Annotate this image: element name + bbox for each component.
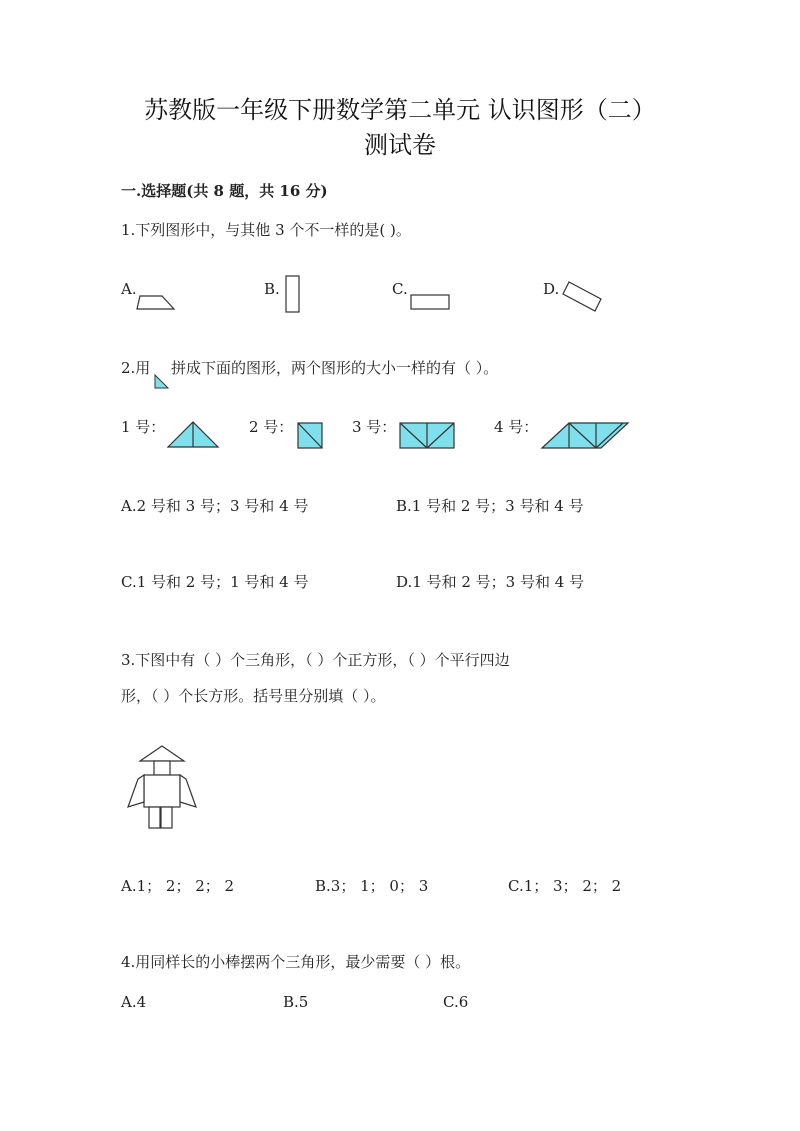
question-4-stem: 4.用同样长的小棒摆两个三角形，最少需要（ ）根。 <box>121 953 471 971</box>
q3-robot-figure-icon <box>126 744 198 830</box>
q2-small-triangle-icon <box>154 374 170 390</box>
q1-option-c-rectangle-icon <box>408 292 452 312</box>
q1-option-b-rectangle-icon <box>283 275 303 315</box>
q3-option-c: C.1； 3； 2； 2 <box>508 877 622 895</box>
q2-figure-3-rectangle-icon <box>398 421 458 451</box>
q1-option-d-label: D. <box>543 280 560 298</box>
q3-option-b: B.3； 1； 0； 3 <box>315 877 429 895</box>
q2-figure-3-label: 3 号： <box>352 418 397 436</box>
q2-option-a: A.2 号和 3 号；3 号和 4 号 <box>121 497 309 515</box>
q2-figure-1-label: 1 号： <box>121 418 166 436</box>
question-1-stem: 1.下列图形中，与其他 3 个不一样的是( )。 <box>121 221 411 239</box>
q2-figure-4-parallelogram-icon <box>540 421 632 451</box>
q4-option-a: A.4 <box>121 993 147 1011</box>
q1-option-d-tilted-rectangle-icon <box>560 280 604 316</box>
q2-option-d: D.1 号和 2 号；3 号和 4 号 <box>396 573 585 591</box>
question-3-stem-line1: 3.下图中有（ ）个三角形，（ ）个正方形，（ ）个平行四边 <box>121 651 510 669</box>
question-3-stem-line2: 形，（ ）个长方形。括号里分别填（ ）。 <box>121 687 386 705</box>
q4-option-c: C.6 <box>443 993 469 1011</box>
question-2-stem-suffix: 拼成下面的图形，两个图形的大小一样的有（ ）。 <box>171 359 499 377</box>
q2-figure-2-square-icon <box>296 421 324 451</box>
section-header: 一.选择题(共 8 题，共 16 分) <box>121 182 328 200</box>
page-title: 苏教版一年级下册数学第二单元 认识图形（二） <box>144 96 656 124</box>
q4-option-b: B.5 <box>283 993 309 1011</box>
q2-figure-2-label: 2 号： <box>249 418 294 436</box>
q3-option-a: A.1； 2； 2； 2 <box>121 877 235 895</box>
q1-option-a-label: A. <box>121 280 137 298</box>
q1-option-a-trapezoid-icon <box>136 292 178 312</box>
q2-option-b: B.1 号和 2 号；3 号和 4 号 <box>396 497 584 515</box>
q1-option-b-label: B. <box>264 280 280 298</box>
q2-figure-1-triangle-icon <box>166 420 222 450</box>
q2-option-c: C.1 号和 2 号；1 号和 4 号 <box>121 573 309 591</box>
q2-figure-4-label: 4 号： <box>494 418 539 436</box>
question-2-stem-prefix: 2.用 <box>121 359 151 377</box>
q1-option-c-label: C. <box>392 280 408 298</box>
page-subtitle: 测试卷 <box>364 131 436 159</box>
